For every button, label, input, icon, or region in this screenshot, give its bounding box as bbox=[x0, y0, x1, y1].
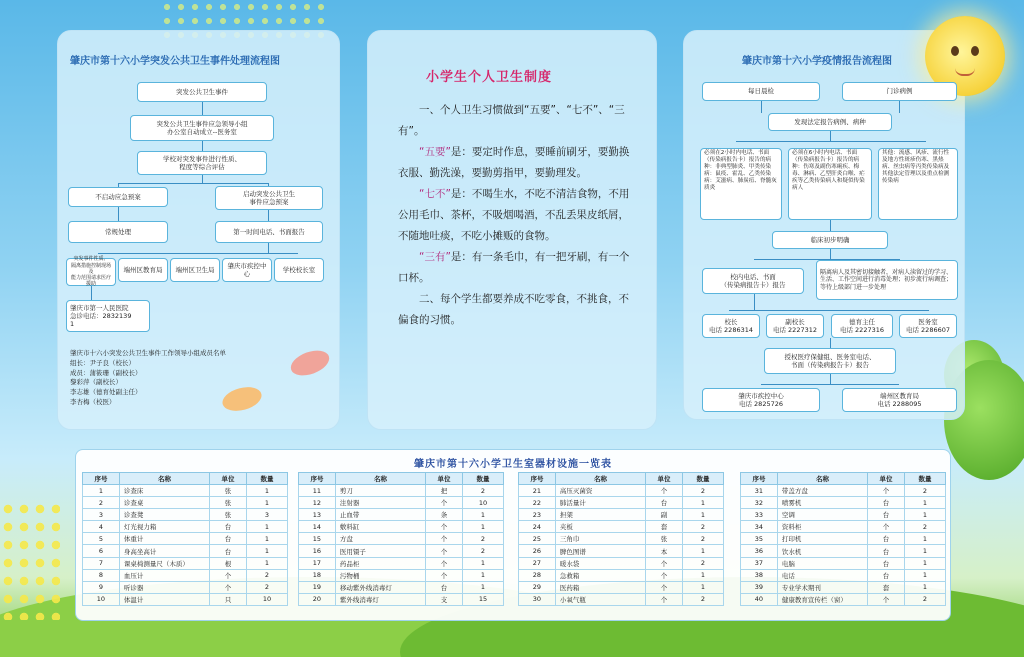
item-unit-cell: 支 bbox=[426, 593, 463, 605]
item-number-cell: 19 bbox=[299, 581, 336, 593]
item-unit-cell: 个 bbox=[868, 593, 905, 605]
item-unit-cell: 个 bbox=[210, 581, 247, 593]
item-name-cell: 身高坐高计 bbox=[119, 545, 209, 557]
hygiene-rules-title: 小学生个人卫生制度 bbox=[426, 70, 553, 85]
flow-box: 发现法定报告病例、病种 bbox=[768, 113, 892, 131]
item-number-cell: 34 bbox=[741, 521, 778, 533]
item-unit-cell: 本 bbox=[646, 545, 683, 557]
table-row bbox=[519, 497, 724, 509]
member-line: 黎彩萍（副校长） bbox=[70, 378, 122, 387]
leadership-group-list bbox=[70, 349, 226, 408]
hygiene-rules-body bbox=[398, 100, 630, 331]
item-quantity-cell: 1 bbox=[904, 533, 945, 545]
item-unit-cell: 套 bbox=[646, 521, 683, 533]
flow-box: 必须在6小时内电话、书面（传染病报告卡）报告的病种：伤寒及副伤寒痢疾、梅毒、淋病、乙型肝炎白喉、疟疾等乙类传染病人和疑似传染病人 bbox=[788, 148, 872, 220]
table-header-cell: 名称 bbox=[119, 473, 209, 485]
item-number-cell: 27 bbox=[519, 557, 556, 569]
member-line: 李杏梅（校医） bbox=[70, 397, 116, 406]
item-quantity-cell: 2 bbox=[904, 593, 945, 605]
table-row bbox=[299, 557, 504, 569]
flow-arrow bbox=[830, 338, 831, 348]
item-name-cell: 紫外线消毒灯 bbox=[335, 593, 425, 605]
item-number-cell: 21 bbox=[519, 485, 556, 497]
item-quantity-cell: 15 bbox=[462, 593, 503, 605]
item-name-cell: 体重计 bbox=[119, 533, 209, 545]
rule-paragraph: 二、每个学生都要养成不吃零食，不挑食，不偏食的习惯。 bbox=[398, 293, 629, 326]
table-row bbox=[299, 509, 504, 521]
item-number-cell: 32 bbox=[741, 497, 778, 509]
item-name-cell: 打印机 bbox=[777, 533, 867, 545]
table-row bbox=[83, 509, 288, 521]
item-quantity-cell: 1 bbox=[246, 485, 287, 497]
table-row bbox=[299, 485, 504, 497]
item-number-cell: 33 bbox=[741, 509, 778, 521]
table-row bbox=[741, 593, 946, 605]
item-unit-cell: 台 bbox=[426, 581, 463, 593]
table-row bbox=[519, 485, 724, 497]
flow-box: 突发公共卫生事件应急领导小组 办公室自动成立--医务室 bbox=[130, 115, 274, 141]
item-name-cell: 敷料缸 bbox=[335, 521, 425, 533]
item-name-cell: 移动紫外线消毒灯 bbox=[335, 581, 425, 593]
table-row bbox=[741, 569, 946, 581]
item-quantity-cell: 1 bbox=[904, 497, 945, 509]
item-name-cell: 药品柜 bbox=[335, 557, 425, 569]
flow-arrow bbox=[98, 253, 298, 254]
table-header-cell: 单位 bbox=[210, 473, 247, 485]
item-quantity-cell: 2 bbox=[904, 485, 945, 497]
item-unit-cell: 个 bbox=[646, 593, 683, 605]
item-number-cell: 22 bbox=[519, 497, 556, 509]
equipment-table-title: 肇庆市第十六小学卫生室器材设施一览表 bbox=[414, 459, 612, 470]
table-header-cell: 数量 bbox=[462, 473, 503, 485]
item-number-cell: 10 bbox=[83, 593, 120, 605]
table-row bbox=[519, 521, 724, 533]
item-quantity-cell: 2 bbox=[682, 533, 723, 545]
item-number-cell: 25 bbox=[519, 533, 556, 545]
item-number-cell: 15 bbox=[299, 533, 336, 545]
item-number-cell: 28 bbox=[519, 569, 556, 581]
item-name-cell: 健康教育宣传栏（窗） bbox=[777, 593, 867, 605]
table-row bbox=[83, 497, 288, 509]
item-quantity-cell: 2 bbox=[682, 557, 723, 569]
item-unit-cell: 台 bbox=[210, 545, 247, 557]
table-header-cell: 数量 bbox=[246, 473, 287, 485]
item-quantity-cell: 2 bbox=[904, 521, 945, 533]
item-unit-cell: 台 bbox=[868, 509, 905, 521]
item-number-cell: 14 bbox=[299, 521, 336, 533]
item-number-cell: 30 bbox=[519, 593, 556, 605]
item-quantity-cell: 1 bbox=[904, 509, 945, 521]
item-unit-cell: 个 bbox=[426, 497, 463, 509]
item-unit-cell: 个 bbox=[646, 485, 683, 497]
item-number-cell: 8 bbox=[83, 569, 120, 581]
item-name-cell: 医药箱 bbox=[555, 581, 645, 593]
table-header-cell: 数量 bbox=[682, 473, 723, 485]
item-unit-cell: 张 bbox=[210, 485, 247, 497]
item-name-cell: 饮水机 bbox=[777, 545, 867, 557]
member-line: 组长：尹子良（校长） bbox=[70, 358, 135, 367]
item-number-cell: 40 bbox=[741, 593, 778, 605]
item-quantity-cell: 2 bbox=[462, 533, 503, 545]
equipment-table-group bbox=[298, 472, 504, 606]
flow-arrow bbox=[202, 141, 203, 151]
item-name-cell: 污物桶 bbox=[335, 569, 425, 581]
table-header-cell: 名称 bbox=[555, 473, 645, 485]
flow-box: 肇庆市疾控中心 bbox=[222, 258, 272, 282]
flow-box: 校内电话、书面 （传染病报告卡）报告 bbox=[702, 268, 804, 294]
member-line: 李志雄（德育处副主任） bbox=[70, 388, 142, 396]
item-number-cell: 5 bbox=[83, 533, 120, 545]
rule-paragraph: “七不”是：不喝生水，不吃不清洁食物，不用公用毛巾、茶杯，不吸烟喝酒，不乱丢果皮纸屑，不随地吐痰，不吃小摊贩的食物。 bbox=[398, 188, 630, 242]
item-name-cell: 担架 bbox=[555, 509, 645, 521]
item-quantity-cell: 1 bbox=[904, 557, 945, 569]
table-row bbox=[519, 581, 724, 593]
flow-box: 突发公共卫生事件 bbox=[137, 82, 267, 102]
item-number-cell: 29 bbox=[519, 581, 556, 593]
flow-box: 不启动应急预案 bbox=[68, 187, 168, 207]
flow-arrow bbox=[736, 141, 926, 142]
item-name-cell: 空调 bbox=[777, 509, 867, 521]
table-row bbox=[519, 557, 724, 569]
equipment-table-panel bbox=[75, 449, 951, 621]
item-quantity-cell: 1 bbox=[462, 521, 503, 533]
flow-arrow bbox=[761, 101, 762, 113]
table-row bbox=[519, 533, 724, 545]
item-unit-cell: 台 bbox=[868, 533, 905, 545]
item-name-cell: 小氧气瓶 bbox=[555, 593, 645, 605]
item-quantity-cell: 2 bbox=[246, 569, 287, 581]
flow-arrow bbox=[761, 384, 899, 385]
flow-box: 肇庆市疾控中心 电话 2825726 bbox=[702, 388, 820, 412]
item-unit-cell: 套 bbox=[868, 581, 905, 593]
item-name-cell: 夹板 bbox=[555, 521, 645, 533]
table-row bbox=[519, 509, 724, 521]
flow-arrow bbox=[830, 131, 831, 141]
flow-box: 德育主任 电话 2227316 bbox=[831, 314, 893, 338]
item-quantity-cell: 10 bbox=[462, 497, 503, 509]
emergency-flowchart-title: 肇庆市第十六小学突发公共卫生事件处理流程图 bbox=[70, 56, 280, 67]
flow-arrow bbox=[202, 175, 203, 183]
flow-box: 常规处理 bbox=[68, 221, 168, 243]
table-row bbox=[83, 557, 288, 569]
item-quantity-cell: 1 bbox=[682, 509, 723, 521]
item-unit-cell: 台 bbox=[868, 557, 905, 569]
item-name-cell: 资料柜 bbox=[777, 521, 867, 533]
flow-box: 端州区教育局 电话 2288095 bbox=[842, 388, 957, 412]
item-number-cell: 36 bbox=[741, 545, 778, 557]
item-unit-cell: 个 bbox=[646, 557, 683, 569]
item-number-cell: 18 bbox=[299, 569, 336, 581]
item-name-cell: 急救箱 bbox=[555, 569, 645, 581]
flow-arrow bbox=[268, 210, 269, 221]
item-number-cell: 13 bbox=[299, 509, 336, 521]
item-number-cell: 17 bbox=[299, 557, 336, 569]
item-unit-cell: 把 bbox=[426, 485, 463, 497]
item-quantity-cell: 2 bbox=[682, 485, 723, 497]
flow-box: 校长 电话 2286314 bbox=[702, 314, 760, 338]
table-row bbox=[83, 533, 288, 545]
item-number-cell: 26 bbox=[519, 545, 556, 557]
equipment-table-group bbox=[82, 472, 288, 606]
item-name-cell: 高压灭菌资 bbox=[555, 485, 645, 497]
item-quantity-cell: 1 bbox=[246, 557, 287, 569]
item-number-cell: 35 bbox=[741, 533, 778, 545]
table-row bbox=[741, 485, 946, 497]
table-row bbox=[519, 569, 724, 581]
table-row bbox=[741, 521, 946, 533]
table-header-cell: 序号 bbox=[83, 473, 120, 485]
flow-arrow bbox=[754, 294, 755, 310]
table-row bbox=[83, 545, 288, 557]
item-quantity-cell: 1 bbox=[682, 545, 723, 557]
table-row bbox=[299, 545, 504, 557]
item-quantity-cell: 1 bbox=[682, 581, 723, 593]
item-unit-cell: 张 bbox=[646, 533, 683, 545]
item-unit-cell: 台 bbox=[868, 497, 905, 509]
flow-box: 其他：流感、风疹、流行性及地方性斑疹伤寒、黑热病、丝虫病等丙类传染病及其他法定管理以及重点检测传染病 bbox=[878, 148, 958, 220]
rule-paragraph: 一、个人卫生习惯做到“五要”、“七不”、“三有”。 bbox=[398, 104, 625, 137]
item-name-cell: 血压计 bbox=[119, 569, 209, 581]
item-quantity-cell: 2 bbox=[682, 593, 723, 605]
item-unit-cell: 张 bbox=[210, 497, 247, 509]
item-unit-cell: 只 bbox=[210, 593, 247, 605]
item-number-cell: 12 bbox=[299, 497, 336, 509]
table-header-cell: 单位 bbox=[868, 473, 905, 485]
item-quantity-cell: 1 bbox=[462, 557, 503, 569]
flow-box: 必须在2小时内电话、书面（传染病报告卡）报告的病种：非典型肺炎、甲类传染病：鼠疫、霍乱、乙类传染病：艾滋病、肺炭疽、脊髓灰质炎 bbox=[700, 148, 782, 220]
item-name-cell: 诊查凳 bbox=[119, 509, 209, 521]
item-quantity-cell: 1 bbox=[904, 545, 945, 557]
item-unit-cell: 副 bbox=[646, 509, 683, 521]
item-unit-cell: 个 bbox=[426, 545, 463, 557]
flow-arrow bbox=[268, 243, 269, 253]
table-row bbox=[83, 569, 288, 581]
rule-paragraph: “五要”是：要定时作息，要睡前刷牙，要勤换衣服、勤洗澡，要勤剪指甲，要勤理发。 bbox=[398, 146, 630, 179]
table-row bbox=[83, 581, 288, 593]
table-row bbox=[299, 521, 504, 533]
item-number-cell: 31 bbox=[741, 485, 778, 497]
table-row bbox=[741, 545, 946, 557]
item-unit-cell: 个 bbox=[426, 557, 463, 569]
item-quantity-cell: 1 bbox=[682, 497, 723, 509]
item-number-cell: 24 bbox=[519, 521, 556, 533]
table-row bbox=[519, 545, 724, 557]
item-quantity-cell: 2 bbox=[246, 581, 287, 593]
item-name-cell: 电话 bbox=[777, 569, 867, 581]
item-name-cell: 暖水袋 bbox=[555, 557, 645, 569]
table-header-cell: 单位 bbox=[426, 473, 463, 485]
item-number-cell: 23 bbox=[519, 509, 556, 521]
equipment-table-group bbox=[518, 472, 724, 606]
table-header-cell: 序号 bbox=[299, 473, 336, 485]
item-unit-cell: 个 bbox=[210, 569, 247, 581]
table-row bbox=[299, 533, 504, 545]
item-number-cell: 37 bbox=[741, 557, 778, 569]
item-name-cell: 专业学术期刊 bbox=[777, 581, 867, 593]
table-row bbox=[299, 593, 504, 605]
table-row bbox=[741, 509, 946, 521]
item-name-cell: 课桌椅测量尺（木质） bbox=[119, 557, 209, 569]
item-quantity-cell: 1 bbox=[462, 581, 503, 593]
table-row bbox=[299, 497, 504, 509]
item-number-cell: 20 bbox=[299, 593, 336, 605]
table-row bbox=[299, 581, 504, 593]
flow-arrow bbox=[118, 183, 268, 184]
item-number-cell: 3 bbox=[83, 509, 120, 521]
item-unit-cell: 个 bbox=[868, 521, 905, 533]
table-row bbox=[83, 593, 288, 605]
item-quantity-cell: 2 bbox=[462, 485, 503, 497]
item-unit-cell: 个 bbox=[426, 521, 463, 533]
item-quantity-cell: 3 bbox=[246, 509, 287, 521]
table-row bbox=[83, 485, 288, 497]
item-number-cell: 16 bbox=[299, 545, 336, 557]
item-name-cell: 喷雾机 bbox=[777, 497, 867, 509]
item-unit-cell: 个 bbox=[646, 569, 683, 581]
flower-decoration bbox=[0, 500, 60, 620]
item-name-cell: 诊查床 bbox=[119, 485, 209, 497]
item-quantity-cell: 1 bbox=[246, 545, 287, 557]
flow-arrow bbox=[899, 101, 900, 113]
item-name-cell: 医用镊子 bbox=[335, 545, 425, 557]
flow-box: 启动突发公共卫生 事件应急预案 bbox=[215, 186, 323, 210]
item-unit-cell: 个 bbox=[646, 581, 683, 593]
flow-arrow bbox=[830, 374, 831, 384]
equipment-table-group bbox=[740, 472, 946, 606]
item-name-cell: 听诊器 bbox=[119, 581, 209, 593]
item-name-cell: 体温计 bbox=[119, 593, 209, 605]
item-unit-cell: 台 bbox=[868, 569, 905, 581]
item-name-cell: 诊查桌 bbox=[119, 497, 209, 509]
flow-box: 学校校长室 bbox=[274, 258, 324, 282]
item-name-cell: 止血带 bbox=[335, 509, 425, 521]
item-quantity-cell: 1 bbox=[904, 569, 945, 581]
item-unit-cell: 台 bbox=[646, 497, 683, 509]
flow-box: 每日晨检 bbox=[702, 82, 820, 101]
item-number-cell: 2 bbox=[83, 497, 120, 509]
flow-arrow bbox=[729, 310, 929, 311]
item-unit-cell: 个 bbox=[426, 569, 463, 581]
item-unit-cell: 台 bbox=[210, 521, 247, 533]
flow-arrow bbox=[202, 102, 203, 115]
item-quantity-cell: 1 bbox=[246, 521, 287, 533]
item-name-cell: 脾色图谱 bbox=[555, 545, 645, 557]
table-row bbox=[741, 497, 946, 509]
flow-box: 学校对突发事件进行性质、 程度等综合评估 bbox=[137, 151, 267, 175]
item-quantity-cell: 1 bbox=[246, 533, 287, 545]
item-name-cell: 方盘 bbox=[335, 533, 425, 545]
item-name-cell: 剪刀 bbox=[335, 485, 425, 497]
item-unit-cell: 台 bbox=[868, 545, 905, 557]
epidemic-report-title: 肇庆市第十六小学疫情报告流程图 bbox=[742, 56, 892, 67]
flow-box: 第一时间电话、书面报告 bbox=[215, 221, 323, 243]
flow-box: 端州区卫生局 bbox=[170, 258, 220, 282]
table-row bbox=[741, 581, 946, 593]
flow-box: 端州区教育局 bbox=[118, 258, 168, 282]
flow-box: 副校长 电话 2227312 bbox=[766, 314, 824, 338]
item-name-cell: 三角巾 bbox=[555, 533, 645, 545]
leadership-group-title: 肇庆市十六小突发公共卫生事件工作领导小组成员名单 bbox=[70, 349, 226, 357]
table-header-cell: 名称 bbox=[335, 473, 425, 485]
item-number-cell: 1 bbox=[83, 485, 120, 497]
flow-box: 临床初步明确 bbox=[772, 231, 888, 249]
flow-arrow bbox=[830, 220, 831, 231]
table-row bbox=[83, 521, 288, 533]
item-number-cell: 6 bbox=[83, 545, 120, 557]
item-quantity-cell: 10 bbox=[246, 593, 287, 605]
item-number-cell: 11 bbox=[299, 485, 336, 497]
item-name-cell: 带盖方盘 bbox=[777, 485, 867, 497]
item-unit-cell: 个 bbox=[868, 485, 905, 497]
item-unit-cell: 根 bbox=[210, 557, 247, 569]
flow-arrow bbox=[118, 207, 119, 221]
table-header-cell: 名称 bbox=[777, 473, 867, 485]
table-header-cell: 单位 bbox=[646, 473, 683, 485]
item-unit-cell: 个 bbox=[426, 533, 463, 545]
member-line: 成员：蒲筱珊（副校长） bbox=[70, 368, 142, 377]
table-header-cell: 序号 bbox=[741, 473, 778, 485]
item-number-cell: 39 bbox=[741, 581, 778, 593]
item-number-cell: 9 bbox=[83, 581, 120, 593]
item-number-cell: 4 bbox=[83, 521, 120, 533]
flow-box: 授权医疗保健组、医务室电话、 书面（传染病报告卡）报告 bbox=[764, 348, 896, 374]
item-quantity-cell: 1 bbox=[462, 509, 503, 521]
flow-box: 医务室 电话 2286607 bbox=[899, 314, 957, 338]
item-quantity-cell: 2 bbox=[462, 545, 503, 557]
item-number-cell: 38 bbox=[741, 569, 778, 581]
flow-box: 突发事件性质、 隔离措施控制现场及 能力范围请求医疗援助 bbox=[66, 258, 116, 286]
rule-paragraph: “三有”是：有一条毛巾，有一把牙刷，有一个口杯。 bbox=[398, 251, 630, 284]
table-header-cell: 序号 bbox=[519, 473, 556, 485]
item-number-cell: 7 bbox=[83, 557, 120, 569]
item-quantity-cell: 1 bbox=[246, 497, 287, 509]
table-row bbox=[519, 593, 724, 605]
item-name-cell: 电脑 bbox=[777, 557, 867, 569]
item-unit-cell: 条 bbox=[426, 509, 463, 521]
table-row bbox=[741, 557, 946, 569]
item-unit-cell: 张 bbox=[210, 509, 247, 521]
table-row bbox=[299, 569, 504, 581]
flow-box: 肇庆市第一人民医院 急诊电话：2832139 1 bbox=[66, 300, 150, 332]
item-quantity-cell: 1 bbox=[682, 569, 723, 581]
table-header-cell: 数量 bbox=[904, 473, 945, 485]
item-name-cell: 肺活量计 bbox=[555, 497, 645, 509]
item-quantity-cell: 2 bbox=[682, 521, 723, 533]
item-name-cell: 灯光视力箱 bbox=[119, 521, 209, 533]
item-name-cell: 注射器 bbox=[335, 497, 425, 509]
item-quantity-cell: 1 bbox=[904, 581, 945, 593]
flow-arrow bbox=[830, 249, 831, 259]
flow-box: 隔离病人及其密切接触者，对病人渎留过的学习、生活、工作空间进行消毒处理；初步流行病调查；等待上级部门进一步处理 bbox=[816, 260, 958, 300]
item-quantity-cell: 1 bbox=[462, 569, 503, 581]
item-unit-cell: 台 bbox=[210, 533, 247, 545]
flow-arrow bbox=[91, 286, 92, 300]
flow-box: 门诊病例 bbox=[842, 82, 957, 101]
table-row bbox=[741, 533, 946, 545]
